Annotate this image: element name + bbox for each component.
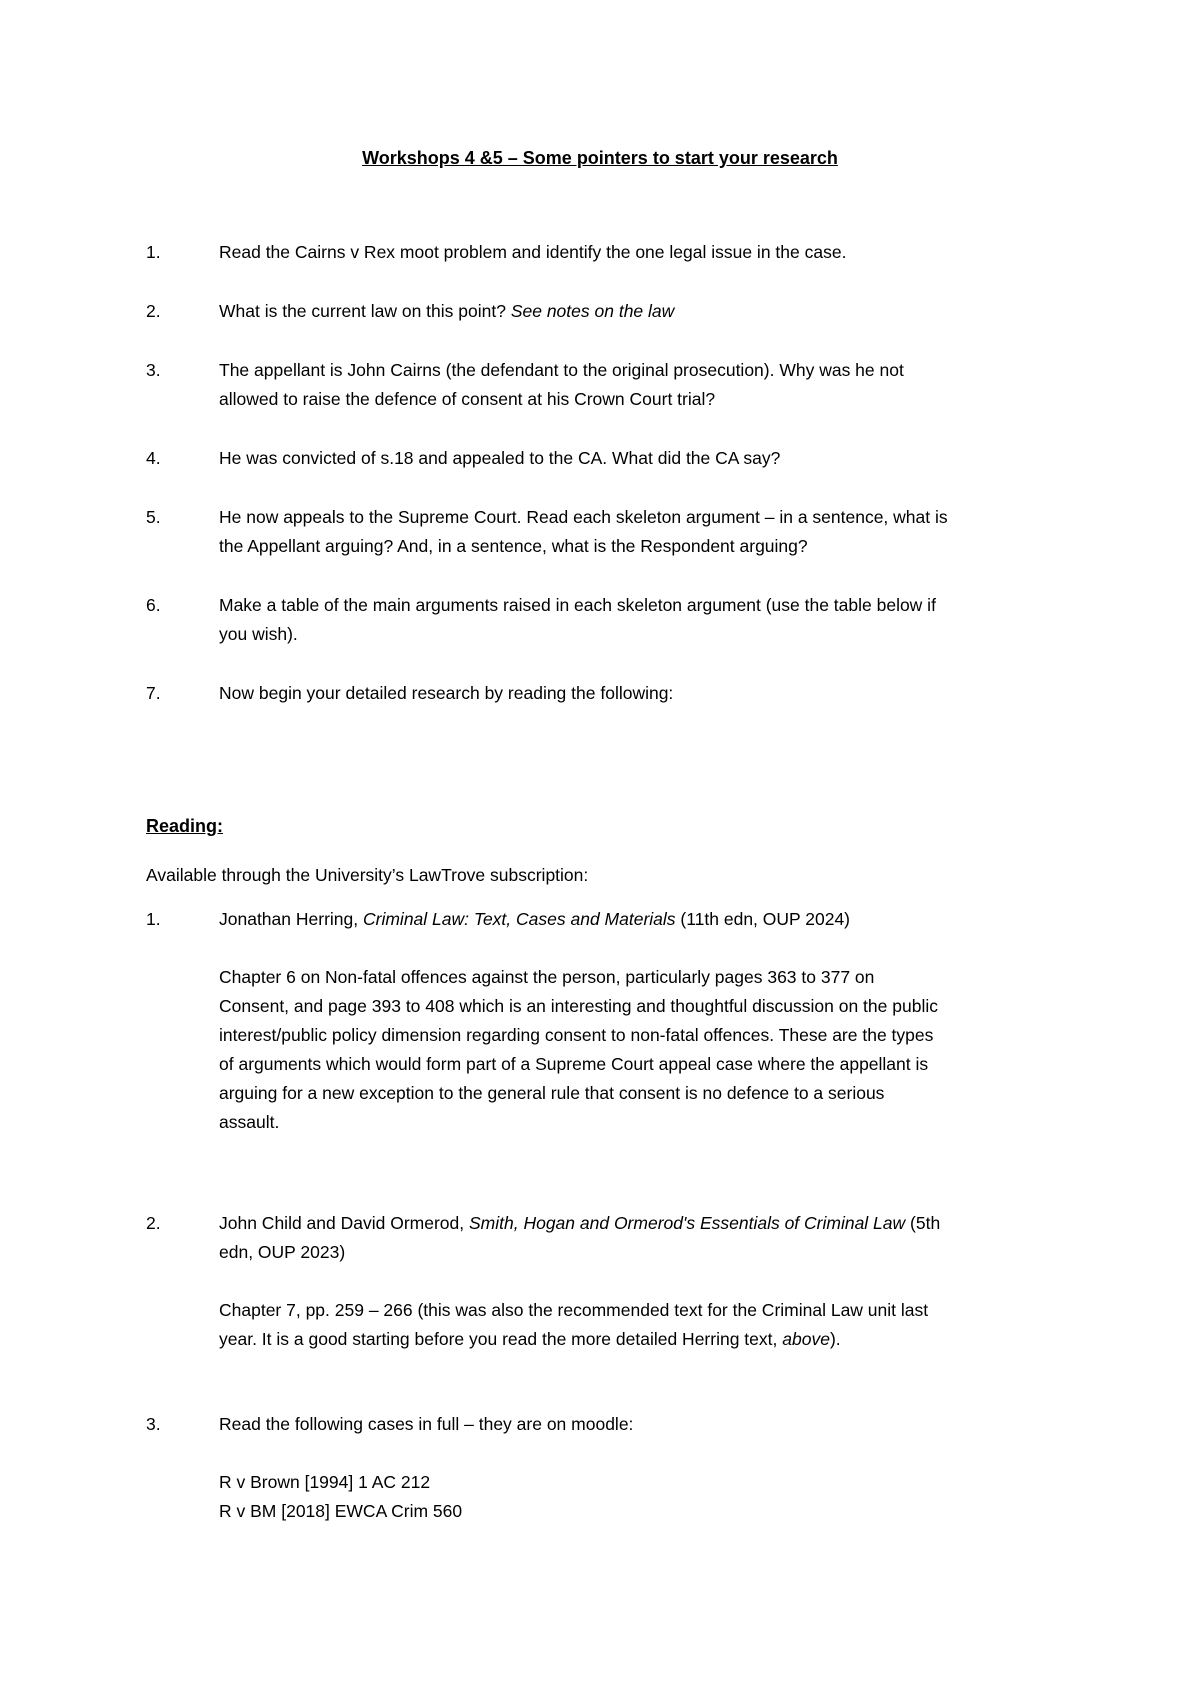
question-line: allowed to raise the defence of consent at his Crown Court trial? bbox=[219, 389, 716, 409]
question-item-7 bbox=[146, 679, 1066, 708]
list-number: 5. bbox=[146, 507, 161, 527]
question-item-5 bbox=[146, 503, 1066, 561]
reading-description bbox=[219, 1296, 1066, 1354]
question-item-1 bbox=[146, 238, 1066, 267]
reading-item-2 bbox=[146, 1209, 1066, 1354]
description-line: arguing for a new exception to the general rule that consent is no defence to a serious bbox=[219, 1083, 885, 1103]
description-line: Chapter 6 on Non-fatal offences against the person, particularly pages 363 to 377 on bbox=[219, 967, 875, 987]
list-number: 4. bbox=[146, 448, 161, 468]
list-number: 1. bbox=[146, 909, 161, 929]
case-item: R v BM [2018] EWCA Crim 560 bbox=[219, 1501, 463, 1521]
question-item-2 bbox=[146, 297, 1066, 326]
description-line: interest/public policy dimension regarding consent to non-fatal offences. These are the types bbox=[219, 1025, 934, 1045]
reading-book-title: Criminal Law: Text, Cases and Materials bbox=[363, 909, 676, 929]
reading-edition: (11th edn, OUP 2024) bbox=[680, 909, 851, 929]
description-text: year. It is a good starting before you read the more detailed Herring text, bbox=[219, 1329, 778, 1349]
question-line: The appellant is John Cairns (the defendant to the original prosecution). Why was he not bbox=[219, 360, 904, 380]
question-line: the Appellant arguing? And, in a sentence, what is the Respondent arguing? bbox=[219, 536, 808, 556]
reading-intro: Available through the University’s LawTrove subscription: bbox=[146, 865, 589, 885]
question-text bbox=[219, 503, 1066, 561]
question-text: Now begin your detailed research by reading the following: bbox=[219, 683, 674, 703]
question-text bbox=[219, 591, 1066, 649]
case-item: R v Brown [1994] 1 AC 212 bbox=[219, 1472, 431, 1492]
question-item-3 bbox=[146, 356, 1066, 414]
reading-book-title: Smith, Hogan and Ormerod's Essentials of Criminal Law bbox=[469, 1213, 906, 1233]
reading-edition: (5th bbox=[910, 1213, 941, 1233]
question-text: He was convicted of s.18 and appealed to the CA. What did the CA say? bbox=[219, 448, 781, 468]
list-number: 2. bbox=[146, 1213, 161, 1233]
reading-citation bbox=[219, 905, 1066, 934]
description-italic: above bbox=[782, 1329, 830, 1349]
question-text: Read the Cairns v Rex moot problem and identify the one legal issue in the case. bbox=[219, 242, 847, 262]
question-item-6 bbox=[146, 591, 1066, 649]
question-line: Make a table of the main arguments raised in each skeleton argument (use the table below if bbox=[219, 595, 936, 615]
list-number: 7. bbox=[146, 683, 161, 703]
question-text-main: What is the current law on this point? bbox=[219, 301, 506, 321]
question-line: He now appeals to the Supreme Court. Read each skeleton argument – in a sentence, what is bbox=[219, 507, 948, 527]
question-line: you wish). bbox=[219, 624, 298, 644]
description-line bbox=[219, 1325, 1066, 1354]
description-line: Chapter 7, pp. 259 – 266 (this was also the recommended text for the Criminal Law unit last bbox=[219, 1300, 929, 1320]
question-text bbox=[219, 356, 1066, 414]
list-number: 2. bbox=[146, 301, 161, 321]
reading-text: Read the following cases in full – they are on moodle: bbox=[219, 1414, 634, 1434]
list-number: 1. bbox=[146, 242, 161, 262]
description-line: of arguments which would form part of a Supreme Court appeal case where the appellant is bbox=[219, 1054, 929, 1074]
page-title: Workshops 4 &5 – Some pointers to start your research bbox=[362, 148, 838, 168]
description-line: assault. bbox=[219, 1112, 280, 1132]
case-list bbox=[219, 1468, 1066, 1526]
question-text-italic: See notes on the law bbox=[510, 301, 675, 321]
question-text bbox=[219, 297, 1066, 326]
reading-author: Jonathan Herring, bbox=[219, 909, 359, 929]
reading-description bbox=[219, 963, 1066, 1137]
reading-item-1 bbox=[146, 905, 1066, 1137]
description-end: ). bbox=[829, 1329, 841, 1349]
reading-author: John Child and David Ormerod, bbox=[219, 1213, 465, 1233]
reading-citation bbox=[219, 1209, 1066, 1267]
list-number: 6. bbox=[146, 595, 161, 615]
description-line: Consent, and page 393 to 408 which is an interesting and thoughtful discussion on the public bbox=[219, 996, 938, 1016]
reading-heading: Reading: bbox=[146, 816, 224, 836]
reading-edition-cont: edn, OUP 2023) bbox=[219, 1242, 346, 1262]
reading-item-3 bbox=[146, 1410, 1066, 1526]
list-number: 3. bbox=[146, 360, 161, 380]
list-number: 3. bbox=[146, 1414, 161, 1434]
question-item-4 bbox=[146, 444, 1066, 473]
